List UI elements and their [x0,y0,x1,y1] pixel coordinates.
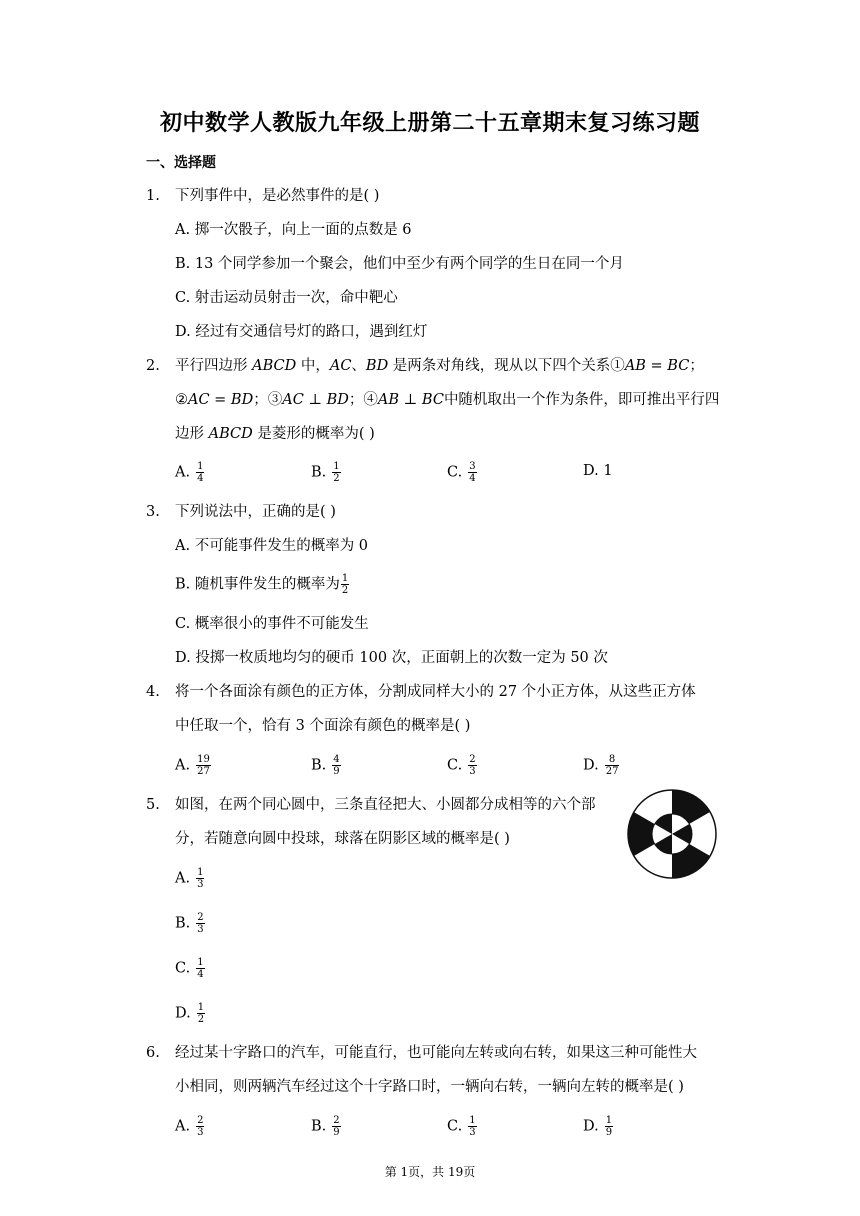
question-3-option-d: D. 投掷一枚质地均匀的硬币 100 次，正面朝上的次数一定为 50 次 [175,650,608,666]
question-2-option-a: A. $\frac{1}{4}$ [175,461,204,484]
question-5-option-a: A. $\frac{1}{3}$ [175,867,204,890]
question-1-number: 1. [146,188,160,204]
question-2-line-3: 边形 ABCD 是菱形的概率为( ) [175,426,375,442]
section-heading: 一、选择题 [146,155,216,171]
question-6-number: 6. [146,1045,160,1061]
question-2-option-b: B. $\frac{1}{2}$ [311,461,340,484]
question-6-option-c: C. $\frac{1}{3}$ [447,1115,476,1138]
question-2-line-1: 平行四边形 ABCD 中，AC、BD 是两条对角线，现从以下四个关系①AB = BC； [175,358,704,374]
question-4-number: 4. [146,684,160,700]
question-6-line-2: 小相同，则两辆汽车经过这个十字路口时，一辆向右转，一辆向左转的概率是( ) [175,1079,684,1095]
question-4-line-1: 将一个各面涂有颜色的正方体，分割成同样大小的 27 个小正方体，从这些正方体 [175,684,696,700]
question-5-option-d: D. $\frac{1}{2}$ [175,1002,205,1025]
question-6-option-a: A. $\frac{2}{3}$ [175,1115,204,1138]
question-4-option-c: C. $\frac{2}{3}$ [447,754,476,777]
question-3-option-c: C. 概率很小的事件不可能发生 [175,616,369,632]
question-1-option-b: B. 13 个同学参加一个聚会，他们中至少有两个同学的生日在同一个月 [175,256,624,272]
question-1-stem: 下列事件中，是必然事件的是( ) [175,188,380,204]
concentric-circles-figure [626,788,718,880]
question-5-option-b: B. $\frac{2}{3}$ [175,912,204,935]
question-1-option-a: A. 掷一次骰子，向上一面的点数是 6 [175,222,412,238]
question-4-option-b: B. $\frac{4}{9}$ [311,754,340,777]
question-3-option-a: A. 不可能事件发生的概率为 0 [175,538,369,554]
question-2-option-d: D. 1 [583,463,613,479]
question-3-option-b: B. 随机事件发生的概率为 $\frac{1}{2}$ [175,573,349,596]
question-6-option-b: B. $\frac{2}{9}$ [311,1115,340,1138]
question-5-line-1: 如图，在两个同心圆中，三条直径把大、小圆都分成相等的六个部 [175,797,596,813]
question-1-option-d: D. 经过有交通信号灯的路口，遇到红灯 [175,324,428,340]
question-4-line-2: 中任取一个，恰有 3 个面涂有颜色的概率是( ) [175,718,471,734]
question-2-option-c: C. $\frac{3}{4}$ [447,461,476,484]
page-footer: 第 1页，共 19页 [384,1165,476,1179]
question-3-stem: 下列说法中，正确的是( ) [175,504,336,520]
question-5-option-c: C. $\frac{1}{4}$ [175,957,204,980]
page-title: 初中数学人教版九年级上册第二十五章期末复习练习题 [159,110,700,136]
question-2-number: 2. [146,358,160,374]
question-5-line-2: 分，若随意向圆中投球，球落在阴影区域的概率是( ) [175,831,510,847]
question-6-line-1: 经过某十字路口的汽车，可能直行，也可能向左转或向右转，如果这三种可能性大 [175,1045,697,1061]
question-6-option-d: D. $\frac{1}{9}$ [583,1115,613,1138]
question-4-option-d: D. $\frac{8}{27}$ [583,754,619,777]
question-2-line-2: ②AC = BD；③AC ⊥ BD；④AB ⊥ BC中随机取出一个作为条件，即可推出平行四 [175,392,720,408]
question-4-option-a: A. $\frac{19}{27}$ [175,754,210,777]
question-1-option-c: C. 射击运动员射击一次，命中靶心 [175,290,398,306]
question-3-number: 3. [146,504,160,520]
question-5-number: 5. [146,797,160,813]
